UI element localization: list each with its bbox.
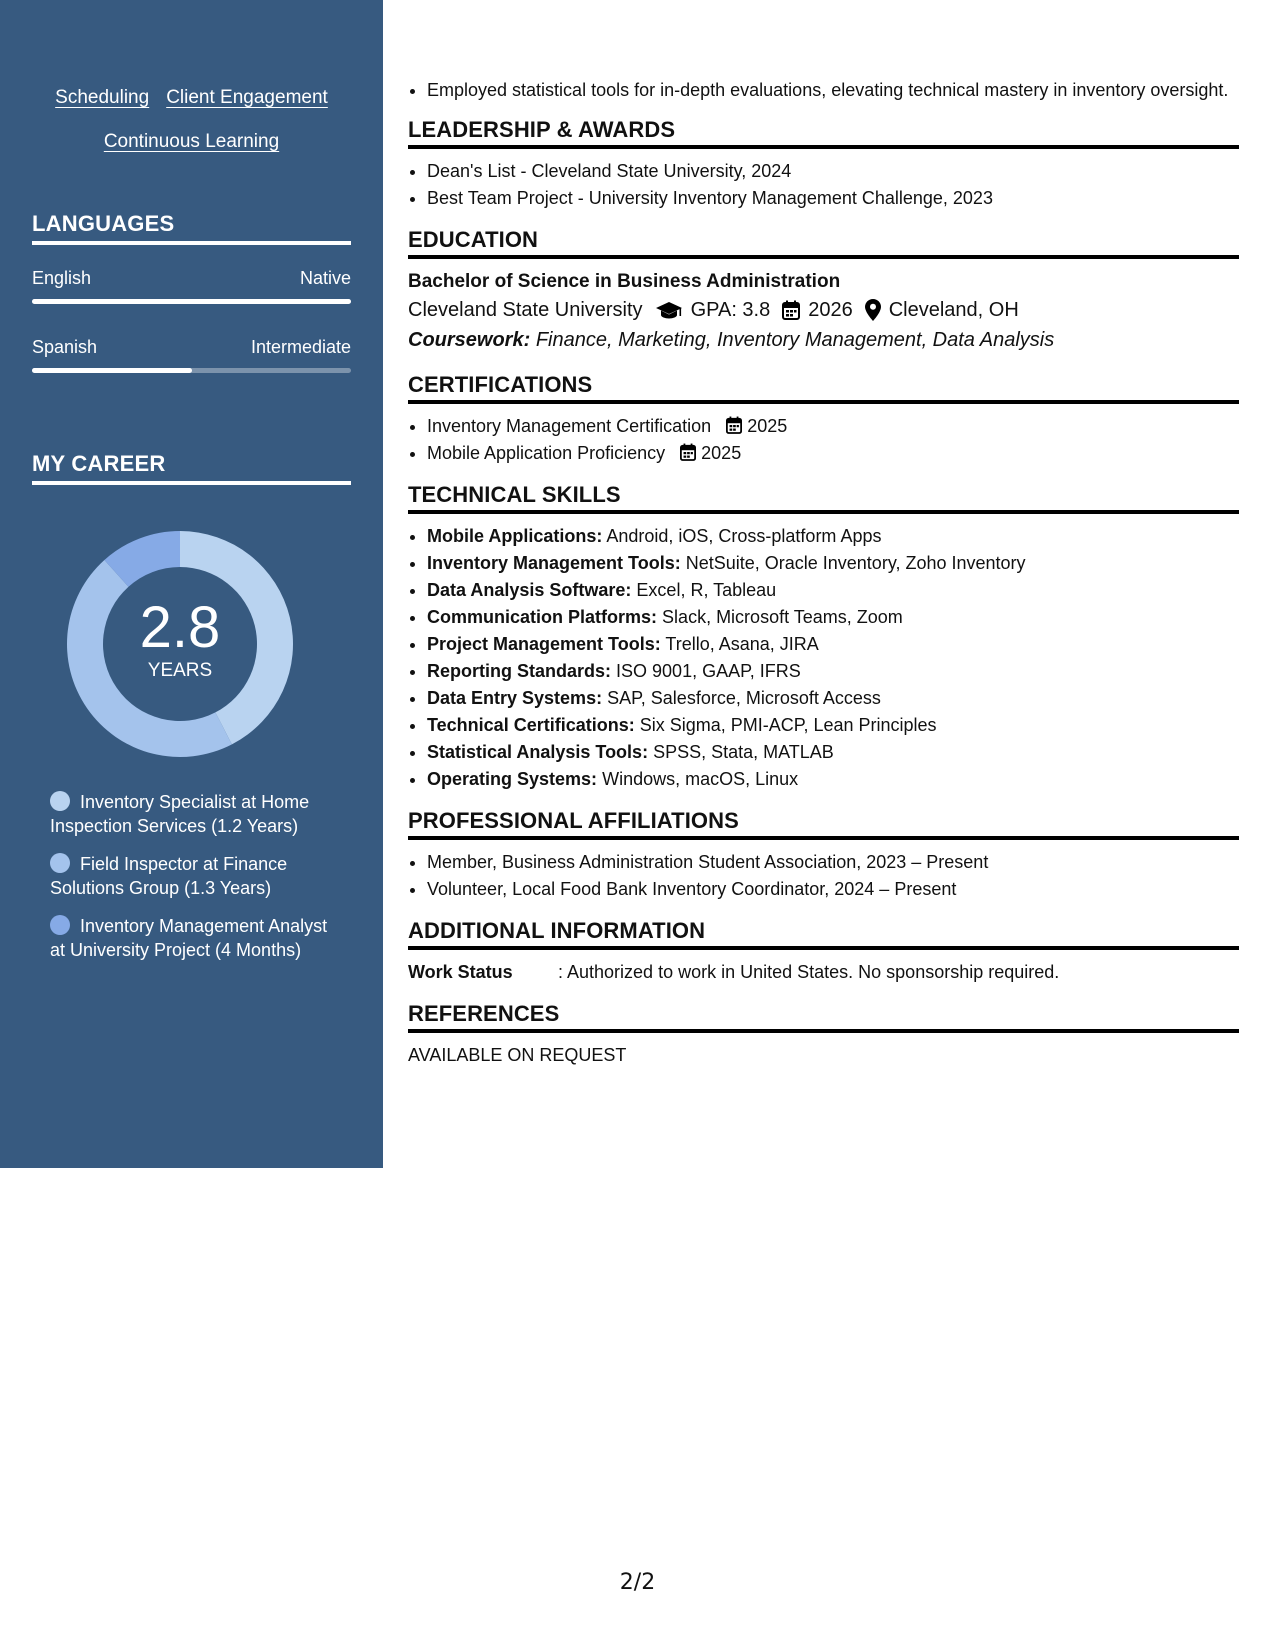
language-level: Intermediate bbox=[250, 337, 351, 357]
skill-item bbox=[427, 740, 1239, 764]
references-text: AVAILABLE ON REQUEST bbox=[408, 1045, 627, 1065]
references-section bbox=[408, 1000, 1239, 1067]
certification-name: Inventory Management Certification bbox=[427, 416, 712, 436]
skill-label: Operating Systems: bbox=[427, 769, 598, 789]
certification-item bbox=[427, 441, 1239, 465]
leadership-item: • Best Team Project - University Inventory Management Challenge, 2023 bbox=[427, 186, 1239, 210]
language-english bbox=[32, 267, 351, 304]
education-heading: EDUCATION bbox=[408, 226, 1239, 259]
skill-value: Trello, Asana, JIRA bbox=[665, 634, 819, 654]
career-heading: MY CAREER bbox=[32, 451, 351, 485]
skill-value: NetSuite, Oracle Inventory, Zoho Inventory bbox=[685, 553, 1026, 573]
affiliations-section bbox=[408, 807, 1239, 901]
skill-row bbox=[0, 86, 383, 110]
career-total-years: 2.8 bbox=[139, 595, 221, 660]
work-status-label: Work Status bbox=[408, 962, 513, 982]
work-status-value: : Authorized to work in United States. No sponsorship required. bbox=[558, 962, 1060, 982]
skill-value: Windows, macOS, Linux bbox=[602, 769, 799, 789]
skill-item bbox=[427, 551, 1239, 575]
skill-item bbox=[427, 659, 1239, 683]
career-list bbox=[50, 790, 340, 976]
coursework-value: Finance, Marketing, Inventory Management, Data Analysis bbox=[535, 329, 1055, 351]
skill-item bbox=[427, 605, 1239, 629]
skill-value: SPSS, Stata, MATLAB bbox=[653, 742, 834, 762]
skill-tags bbox=[0, 86, 383, 174]
career-donut-chart bbox=[66, 530, 294, 758]
calendar-icon bbox=[782, 300, 800, 320]
language-level: Native bbox=[299, 268, 351, 288]
experience-continuation bbox=[408, 78, 1239, 102]
education-location: Cleveland, OH bbox=[888, 299, 1019, 321]
skill-label: Communication Platforms: bbox=[427, 607, 658, 627]
skill-item bbox=[427, 686, 1239, 710]
affiliations-heading: PROFESSIONAL AFFILIATIONS bbox=[408, 807, 1239, 840]
career-item bbox=[50, 790, 340, 838]
donut-center bbox=[66, 530, 294, 758]
work-status-row bbox=[408, 960, 1239, 984]
language-bar bbox=[32, 299, 351, 304]
certification-name: Mobile Application Proficiency bbox=[427, 443, 666, 463]
skill-tag-scheduling[interactable]: Scheduling bbox=[55, 87, 150, 108]
technical-skills-heading: TECHNICAL SKILLS bbox=[408, 481, 1239, 514]
education-coursework bbox=[408, 325, 1239, 355]
certification-year: 2025 bbox=[747, 416, 788, 436]
career-item-text: Inventory Specialist at Home Inspection Services (1.2 Years) bbox=[50, 792, 310, 836]
skill-row bbox=[0, 130, 383, 154]
skill-value: Excel, R, Tableau bbox=[636, 580, 777, 600]
certification-item bbox=[427, 414, 1239, 438]
skill-label: Reporting Standards: bbox=[427, 661, 612, 681]
career-item-text: Field Inspector at Finance Solutions Group (1.3 Years) bbox=[50, 854, 288, 898]
additional-info-heading: ADDITIONAL INFORMATION bbox=[408, 917, 1239, 950]
main-content bbox=[408, 78, 1239, 1083]
language-spanish bbox=[32, 336, 351, 373]
language-bar bbox=[32, 368, 351, 373]
coursework-label: Coursework: bbox=[408, 329, 531, 351]
education-year: 2026 bbox=[808, 299, 853, 321]
page-number: 2/2 bbox=[619, 1570, 656, 1595]
career-dot-icon bbox=[50, 791, 70, 811]
education-gpa: GPA: 3.8 bbox=[690, 299, 771, 321]
skill-value: Slack, Microsoft Teams, Zoom bbox=[662, 607, 903, 627]
languages-section bbox=[32, 211, 351, 373]
skill-item bbox=[427, 713, 1239, 737]
skill-label: Mobile Applications: bbox=[427, 526, 603, 546]
skill-value: Six Sigma, PMI-ACP, Lean Principles bbox=[639, 715, 937, 735]
certification-year: 2025 bbox=[701, 443, 742, 463]
career-years-label: YEARS bbox=[147, 660, 213, 681]
languages-heading: LANGUAGES bbox=[32, 211, 351, 245]
certifications-section bbox=[408, 371, 1239, 465]
skill-value: SAP, Salesforce, Microsoft Access bbox=[607, 688, 881, 708]
education-details bbox=[408, 295, 1239, 325]
affiliation-item: • Member, Business Administration Student Association, 2023 – Present bbox=[427, 850, 1239, 874]
skill-tag-continuous-learning[interactable]: Continuous Learning bbox=[103, 131, 280, 152]
certifications-heading: CERTIFICATIONS bbox=[408, 371, 1239, 404]
language-bar-fill bbox=[32, 368, 192, 373]
career-section bbox=[32, 451, 351, 485]
leadership-item: • Dean's List - Cleveland State University, 2024 bbox=[427, 159, 1239, 183]
career-item bbox=[50, 852, 340, 900]
skill-item bbox=[427, 632, 1239, 656]
leadership-section bbox=[408, 116, 1239, 210]
sidebar bbox=[0, 0, 383, 1168]
location-pin-icon bbox=[865, 299, 881, 321]
education-school: Cleveland State University bbox=[408, 299, 643, 321]
experience-bullet: • Employed statistical tools for in-depth evaluations, elevating technical mastery in inventory oversight. bbox=[427, 78, 1239, 102]
skill-item bbox=[427, 767, 1239, 791]
skill-tag-client-engagement[interactable]: Client Engagement bbox=[166, 87, 328, 108]
skill-label: Technical Certifications: bbox=[427, 715, 635, 735]
calendar-icon bbox=[680, 443, 696, 461]
skill-value: ISO 9001, GAAP, IFRS bbox=[616, 661, 801, 681]
skill-item bbox=[427, 578, 1239, 602]
skill-item bbox=[427, 524, 1239, 548]
affiliation-item: • Volunteer, Local Food Bank Inventory Coordinator, 2024 – Present bbox=[427, 877, 1239, 901]
references-heading: REFERENCES bbox=[408, 1000, 1239, 1033]
education-degree: Bachelor of Science in Business Administration bbox=[408, 271, 841, 292]
skill-label: Inventory Management Tools: bbox=[427, 553, 681, 573]
skill-label: Statistical Analysis Tools: bbox=[427, 742, 649, 762]
leadership-heading: LEADERSHIP & AWARDS bbox=[408, 116, 1239, 149]
language-name: Spanish bbox=[32, 337, 98, 357]
skill-label: Data Entry Systems: bbox=[427, 688, 603, 708]
graduation-cap-icon bbox=[655, 300, 683, 320]
skill-label: Data Analysis Software: bbox=[427, 580, 632, 600]
career-dot-icon bbox=[50, 915, 70, 935]
technical-skills-section bbox=[408, 481, 1239, 791]
career-dot-icon bbox=[50, 853, 70, 873]
skill-value: Android, iOS, Cross-platform Apps bbox=[606, 526, 882, 546]
skill-label: Project Management Tools: bbox=[427, 634, 661, 654]
education-section bbox=[408, 226, 1239, 355]
language-bar-fill bbox=[32, 299, 351, 304]
language-name: English bbox=[32, 268, 92, 288]
career-item bbox=[50, 914, 340, 962]
additional-info-section bbox=[408, 917, 1239, 984]
calendar-icon bbox=[726, 416, 742, 434]
career-item-text: Inventory Management Analyst at University Project (4 Months) bbox=[50, 916, 328, 960]
